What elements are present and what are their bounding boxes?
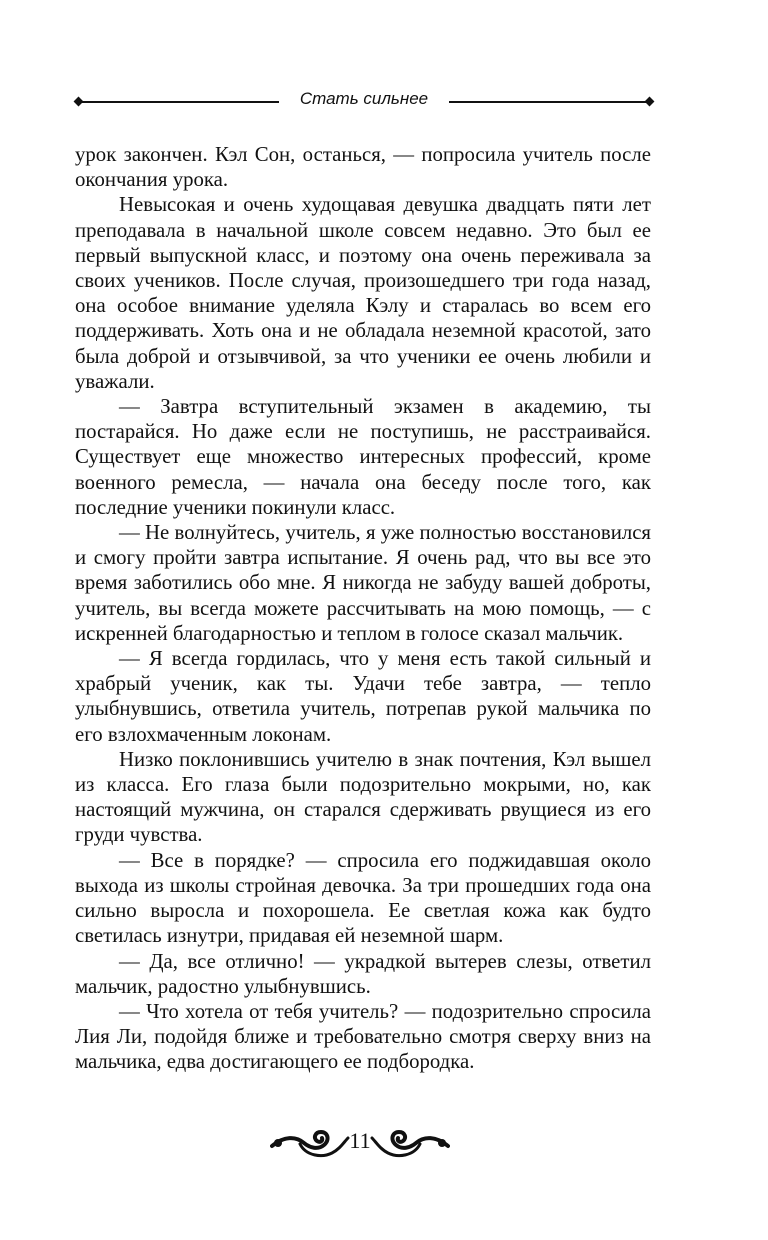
running-header [75,88,653,116]
page-footer [270,1122,450,1164]
running-title: Стать сильнее [299,89,429,108]
paragraph: — Да, все отлично! — украдкой вытерев слезы, ответил мальчик, радостно улыбнувшись. [75,949,651,998]
page-number: 11 [349,1128,371,1153]
paragraph: — Не волнуйтесь, учитель, я уже полностью восстановился и смогу пройти завтра испытание. Я очень рад, что вы все это время заботились обо мне. Я никогда не забуду вашей доброты, учитель, вы всегда можете рассчитывать на мою помощь, — с искренней благодарностью и теплом в голосе сказал мальчик. [75,521,651,645]
paragraph: — Я всегда гордилась, что у меня есть такой сильный и храбрый ученик, как ты. Удачи тебе завтра, — тепло улыбнувшись, ответила учитель, потрепав рукой мальчика по его взлохмаченным локонам. [75,647,651,746]
scroll-flourish-left-icon [270,1126,350,1160]
paragraph: — Что хотела от тебя учитель? — подозрительно спросила Лия Ли, подойдя ближе и требовательно смотря сверху вниз на мальчика, едва достигающего ее подбородка. [75,999,651,1074]
paragraph: — Все в порядке? — спросила его поджидавшая около выхода из школы стройная девочка. За три прошедших года она сильно выросла и похорошела. Ее светлая кожа как будто светилась изнутри, придавая ей неземной шарм. [75,848,651,948]
paragraph: урок закончен. Кэл Сон, останься, — попросила учитель после окончания урока. [75,143,651,192]
body-text [75,142,651,1075]
header-rule-right [449,101,649,103]
paragraph: Невысокая и очень худощавая девушка двадцать пяти лет преподавала в начальной школе совсем недавно. Это был ее первый выпускной класс, и поэтому она очень переживала за своих учеников. После случая, произошедшего три года назад, она особое внимание уделяла Кэлу и старалась во всем его поддерживать. Хоть она и не обладала неземной красотой, зато была доброй и отзывчивой, за что ученики ее очень любили и уважали. [75,193,651,393]
paragraph: Низко поклонившись учителю в знак почтения, Кэл вышел из класса. Его глаза были подозрительно мокрыми, но, как настоящий мужчина, он старался сдерживать рвущиеся из его груди чувства. [75,747,651,847]
scroll-flourish-right-icon [370,1126,450,1160]
paragraph: — Завтра вступительный экзамен в академию, ты постарайся. Но даже если не поступишь, не расстраивайся. Существует еще множество интересных профессий, кроме военного ремесла, — начала она беседу после того, как последние ученики покинули класс. [75,395,651,519]
